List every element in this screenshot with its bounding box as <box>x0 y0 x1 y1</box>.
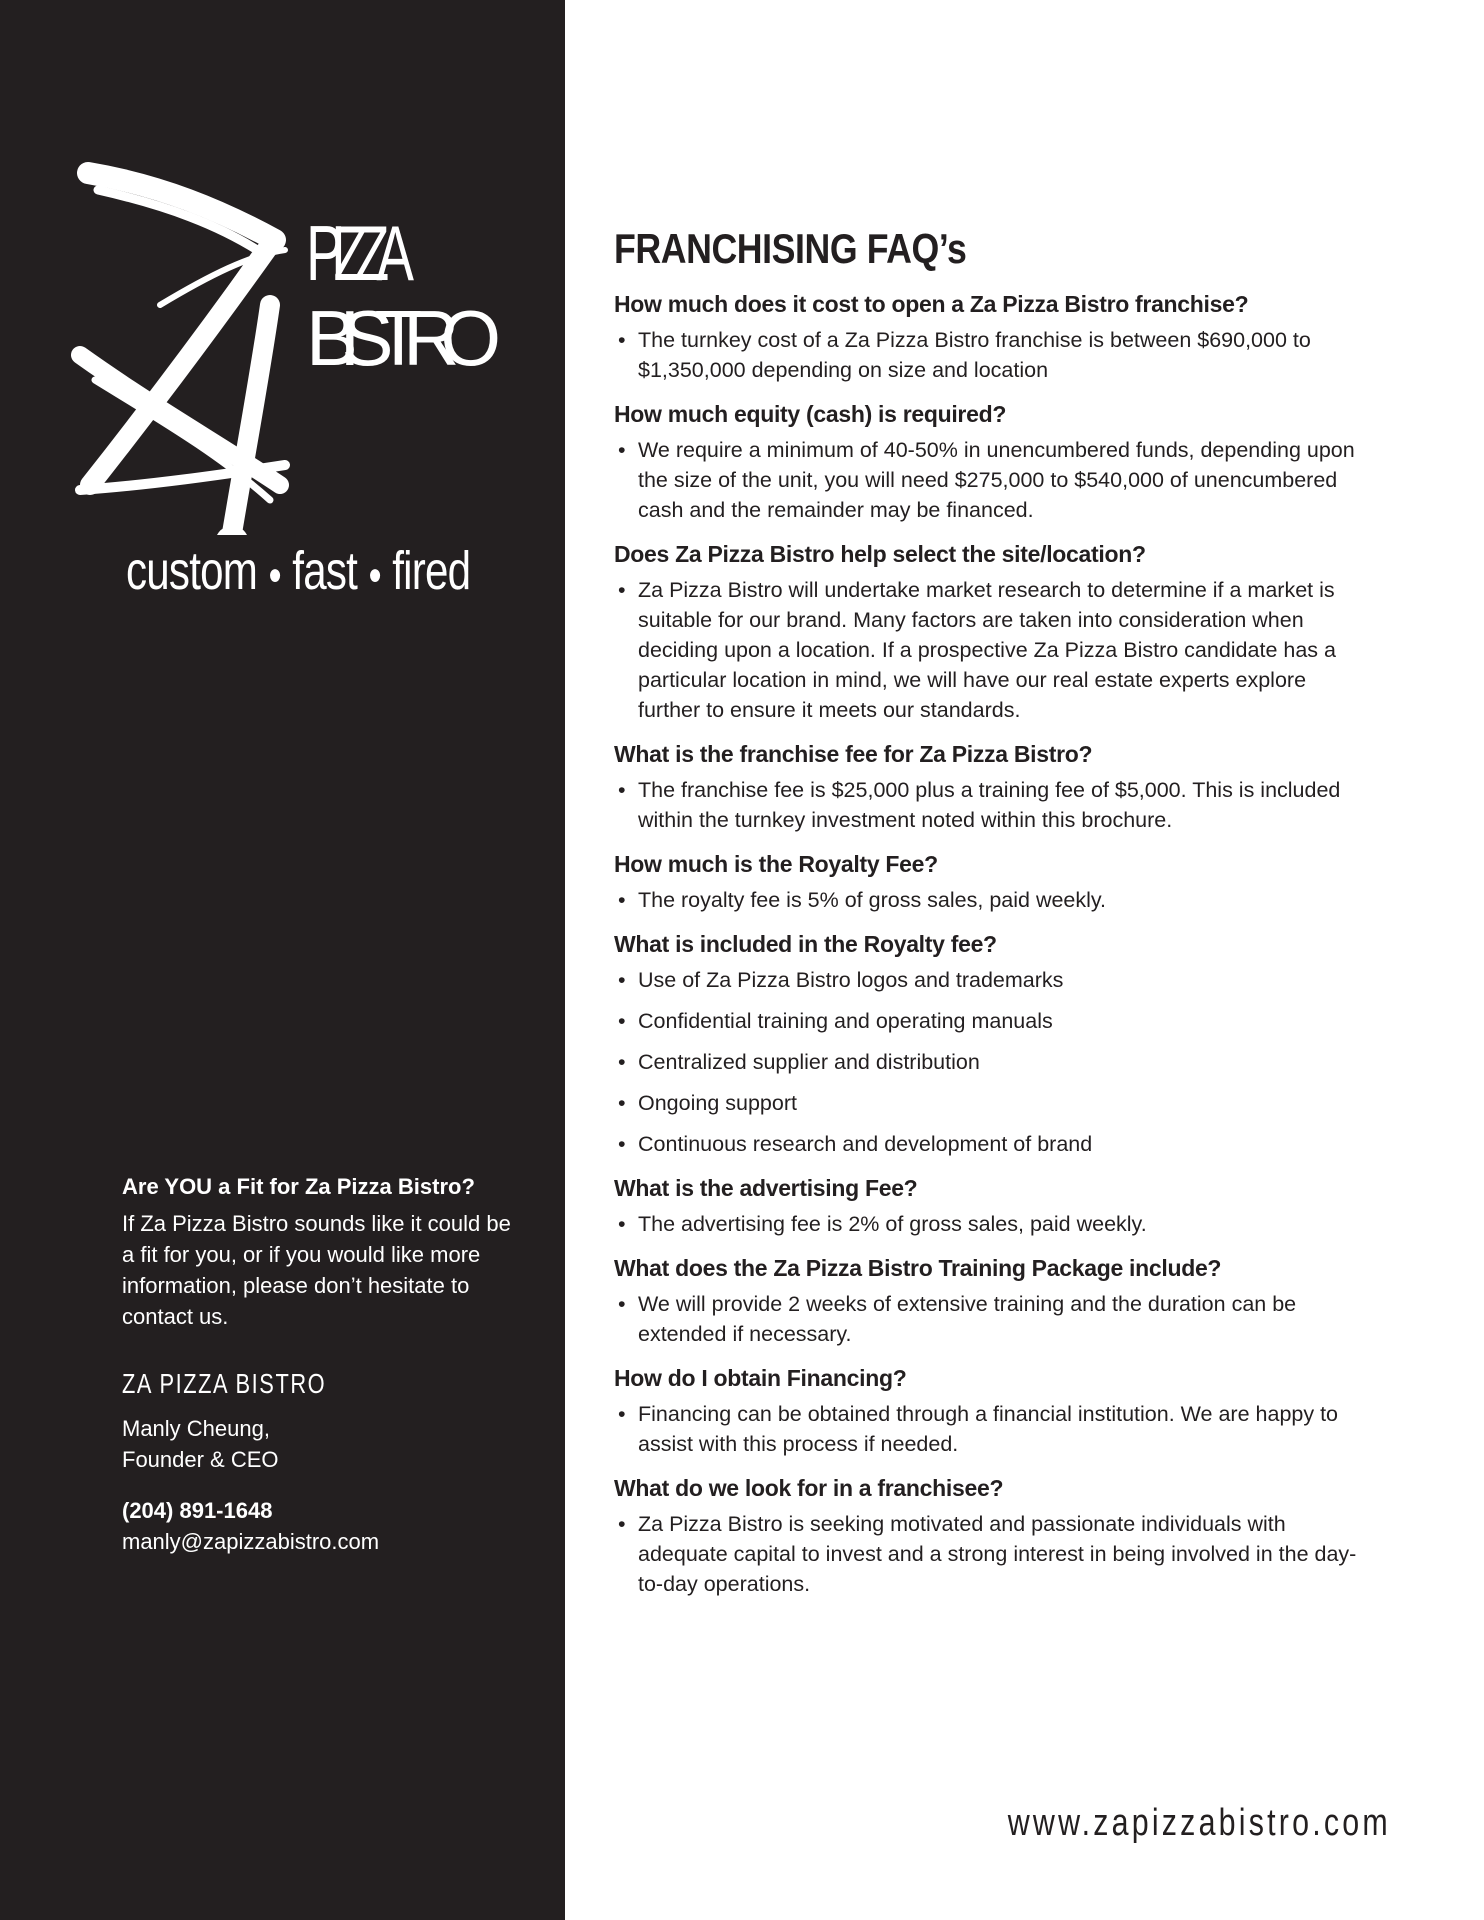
fit-section <box>122 1174 522 1332</box>
faq-answer: • Za Pizza Bistro is seeking motivated and passionate individuals with adequate capital to invest and a strong interest in being involved in the day-to-day operations. <box>614 1509 1374 1599</box>
contact-name: Manly Cheung, <box>122 1416 270 1441</box>
faq-answer-list <box>614 965 1374 1159</box>
company-name: ZA PIZZA BISTRO <box>122 1368 327 1399</box>
brand-logo <box>70 155 510 535</box>
faq-item <box>614 399 1374 525</box>
faq-item <box>614 1173 1374 1239</box>
faq-answer: • The royalty fee is 5% of gross sales, paid weekly. <box>614 885 1374 915</box>
faq-answer: • Centralized supplier and distribution <box>614 1047 1374 1077</box>
faq-answer: • The advertising fee is 2% of gross sales, paid weekly. <box>614 1209 1374 1239</box>
faq-answer: • Ongoing support <box>614 1088 1374 1118</box>
logo-bistro-text: BISTRO <box>306 294 501 382</box>
za-logo-icon <box>70 155 510 535</box>
faq-answer-list <box>614 435 1374 525</box>
faq-item <box>614 539 1374 725</box>
contact-email[interactable]: manly@zapizzabistro.com <box>122 1529 380 1554</box>
faq-question: How much is the Royalty Fee? <box>614 851 938 877</box>
tagline-custom: custom <box>126 541 258 601</box>
faq-answer: • The franchise fee is $25,000 plus a training fee of $5,000. This is included within the turnkey investment noted within this brochure. <box>614 775 1374 835</box>
faq-answer-list <box>614 1509 1374 1599</box>
website-link[interactable]: www.zapizzabistro.com <box>1007 1802 1391 1844</box>
tagline <box>126 540 471 602</box>
faq-item <box>614 1473 1374 1599</box>
faq-item <box>614 289 1374 385</box>
faq-answer-list <box>614 1209 1374 1239</box>
faq-answer: • Use of Za Pizza Bistro logos and trademarks <box>614 965 1374 995</box>
faq-answer-list <box>614 575 1374 725</box>
sidebar <box>0 0 565 1920</box>
faq-answer-list <box>614 325 1374 385</box>
fit-text: If Za Pizza Bistro sounds like it could be a fit for you, or if you would like more information, please don’t hesitate to contact us. <box>122 1211 511 1329</box>
contact-phone[interactable]: (204) 891-1648 <box>122 1498 273 1523</box>
fit-heading: Are YOU a Fit for Za Pizza Bistro? <box>122 1174 475 1199</box>
bullet-dot-icon: ● <box>268 557 282 591</box>
faq-question: How much equity (cash) is required? <box>614 401 1007 427</box>
faq-answer: • Confidential training and operating manuals <box>614 1006 1374 1036</box>
faq-content <box>614 225 1374 1613</box>
faq-answer-list <box>614 775 1374 835</box>
faq-answer: • Financing can be obtained through a financial institution. We are happy to assist with this process if needed. <box>614 1399 1374 1459</box>
faq-question: What do we look for in a franchisee? <box>614 1475 1004 1501</box>
faq-list <box>614 289 1374 1599</box>
faq-item <box>614 739 1374 835</box>
faq-question: What is included in the Royalty fee? <box>614 931 997 957</box>
tagline-fired: fired <box>392 541 471 601</box>
faq-answer: • Za Pizza Bistro will undertake market research to determine if a market is suitable for our brand. Many factors are taken into consideration when deciding upon a location. If a prospective Za Pizza Bistro candidate has a particular location in mind, we will have our real estate experts explore further to ensure it meets our standards. <box>614 575 1374 725</box>
faq-answer: • Continuous research and development of brand <box>614 1129 1374 1159</box>
contact-title: Founder & CEO <box>122 1447 279 1472</box>
page-title: FRANCHISING FAQ’s <box>614 225 967 272</box>
faq-answer: • The turnkey cost of a Za Pizza Bistro franchise is between $690,000 to $1,350,000 depending on size and location <box>614 325 1374 385</box>
faq-question: How do I obtain Financing? <box>614 1365 907 1391</box>
faq-answer-list <box>614 885 1374 915</box>
faq-item <box>614 929 1374 1159</box>
faq-item <box>614 1363 1374 1459</box>
faq-question: What is the advertising Fee? <box>614 1175 918 1201</box>
faq-answer: • We will provide 2 weeks of extensive training and the duration can be extended if necessary. <box>614 1289 1374 1349</box>
contact-block <box>122 1413 379 1557</box>
faq-answer: • We require a minimum of 40-50% in unencumbered funds, depending upon the size of the unit, you will need $275,000 to $540,000 of unencumbered cash and the remainder may be financed. <box>614 435 1374 525</box>
tagline-fast: fast <box>292 541 358 601</box>
faq-question: What is the franchise fee for Za Pizza Bistro? <box>614 741 1093 767</box>
logo-pizza-text: PIZZA <box>306 209 414 298</box>
faq-question: What does the Za Pizza Bistro Training Package include? <box>614 1255 1222 1281</box>
bullet-dot-icon: ● <box>367 557 382 591</box>
faq-question: How much does it cost to open a Za Pizza Bistro franchise? <box>614 291 1249 317</box>
faq-item <box>614 849 1374 915</box>
faq-answer-list <box>614 1399 1374 1459</box>
faq-answer-list <box>614 1289 1374 1349</box>
faq-item <box>614 1253 1374 1349</box>
faq-question: Does Za Pizza Bistro help select the site/location? <box>614 541 1146 567</box>
